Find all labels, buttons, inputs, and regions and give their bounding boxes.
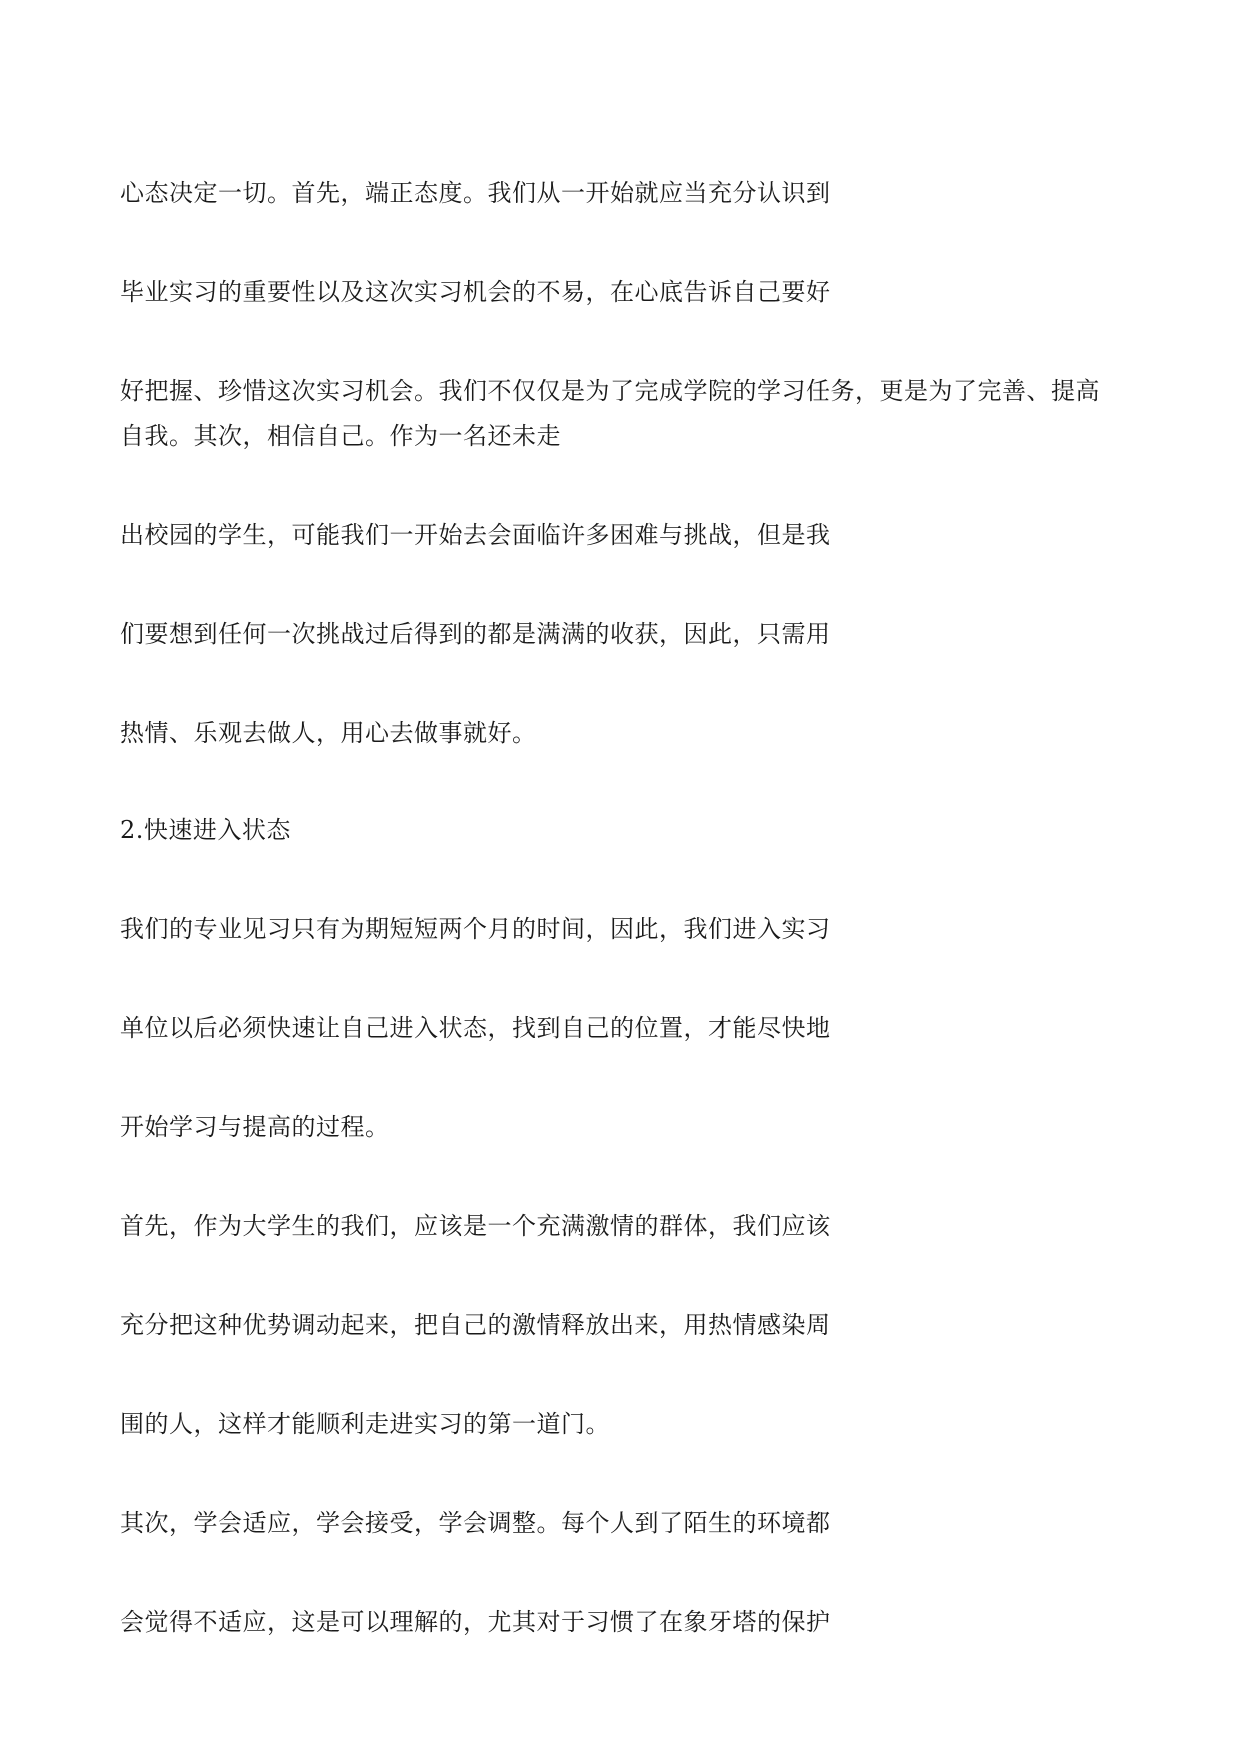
paragraph-line: 毕业实习的重要性以及这次实习机会的不易，在心底告诉自己要好 [120, 278, 831, 306]
section-heading: 2.快速进入状态 [120, 816, 291, 844]
paragraph-line: 首先，作为大学生的我们，应该是一个充满激情的群体，我们应该 [120, 1212, 831, 1240]
paragraph-line: 出校园的学生，可能我们一开始去会面临许多困难与挑战，但是我 [120, 521, 831, 549]
paragraph-line: 单位以后必须快速让自己进入状态，找到自己的位置，才能尽快地 [120, 1014, 831, 1042]
paragraph-line: 自我。其次，相信自己。作为一名还未走 [120, 422, 561, 450]
paragraph-line: 会觉得不适应，这是可以理解的，尤其对于习惯了在象牙塔的保护 [120, 1608, 831, 1636]
paragraph-line: 其次，学会适应，学会接受，学会调整。每个人到了陌生的环境都 [120, 1509, 831, 1537]
paragraph-line: 好把握、珍惜这次实习机会。我们不仅仅是为了完成学院的学习任务，更是为了完善、提高 [120, 377, 1100, 405]
paragraph-line: 围的人，这样才能顺利走进实习的第一道门。 [120, 1410, 610, 1438]
paragraph-line: 心态决定一切。首先，端正态度。我们从一开始就应当充分认识到 [120, 179, 831, 207]
paragraph-line: 充分把这种优势调动起来，把自己的激情释放出来，用热情感染周 [120, 1311, 831, 1339]
paragraph-line: 们要想到任何一次挑战过后得到的都是满满的收获，因此，只需用 [120, 620, 831, 648]
paragraph-line: 热情、乐观去做人，用心去做事就好。 [120, 719, 537, 747]
paragraph-line: 我们的专业见习只有为期短短两个月的时间，因此，我们进入实习 [120, 915, 831, 943]
paragraph-line: 开始学习与提高的过程。 [120, 1113, 390, 1141]
